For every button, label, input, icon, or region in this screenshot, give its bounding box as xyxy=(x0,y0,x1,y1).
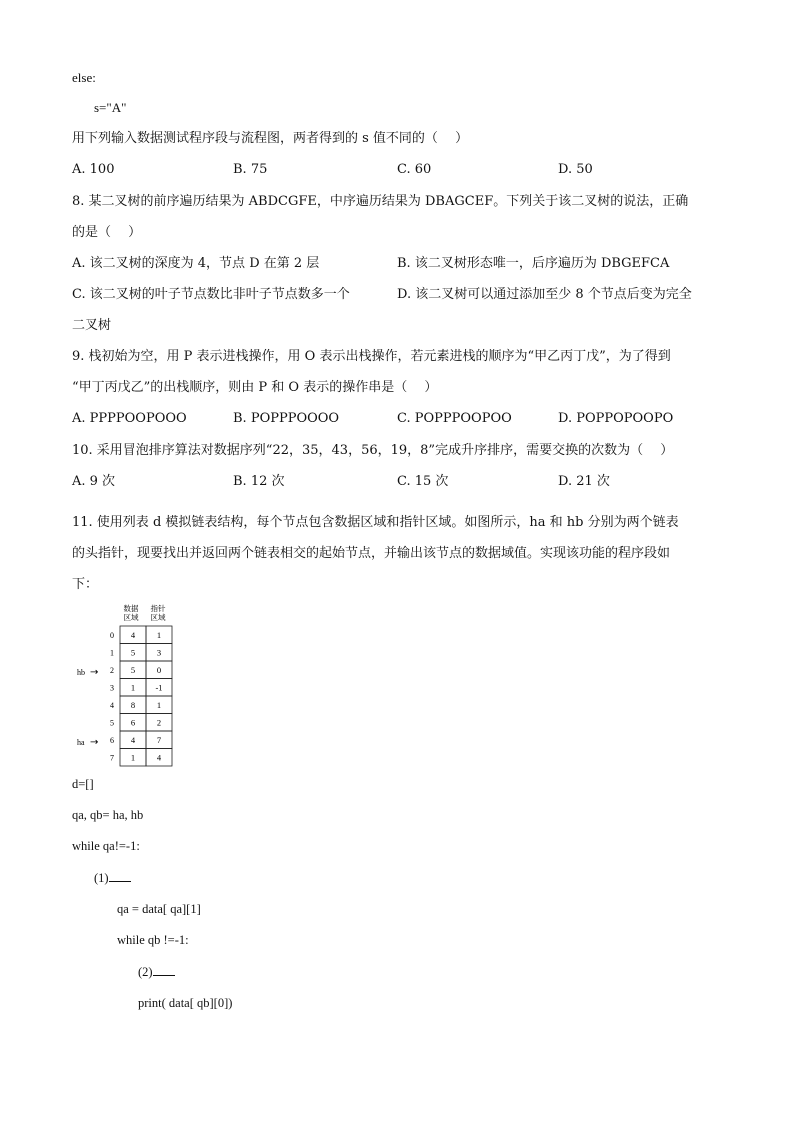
linked-list-figure xyxy=(72,600,192,770)
q11-stem-line1: 11. 使用列表 d 模拟链表结构，每个节点包含数据区域和指针区域。如图所示，ha 和 hb 分别为两个链表 xyxy=(72,515,679,530)
col-data-header-1: 数据 xyxy=(123,604,139,613)
q9-option-a: A. PPPPOOPOOO xyxy=(72,411,187,426)
q8-option-d-line1: D. 该二叉树可以通过添加至少 8 个节点后变为完全 xyxy=(397,287,692,302)
q10-option-a: A. 9 次 xyxy=(72,474,116,489)
blank-1-label: (1) xyxy=(94,871,109,885)
ha-label: ha xyxy=(77,738,85,747)
q8-stem-line2: 的是（ ） xyxy=(72,225,142,240)
q7-stem: 用下列输入数据测试程序段与流程图，两者得到的 s 值不同的（ ） xyxy=(72,131,469,146)
q8-option-b: B. 该二叉树形态唯一，后序遍历为 DBGEFCA xyxy=(397,256,670,271)
data-value: 8 xyxy=(130,700,136,710)
ptr-value: 1 xyxy=(156,700,162,710)
blank-2-label: (2) xyxy=(138,965,153,979)
row-index: 4 xyxy=(110,701,114,710)
q8-option-d-line2: 二叉树 xyxy=(72,318,112,333)
q8-stem-line1: 8. 某二叉树的前序遍历结果为 ABDCGFE，中序遍历结果为 DBAGCEF。下列关于该二叉树的说法，正确 xyxy=(72,194,689,209)
code-assign-line: s="A" xyxy=(94,100,127,115)
ptr-value: 1 xyxy=(156,630,162,640)
q9-option-b: B. POPPPOOOO xyxy=(233,411,340,426)
code-line-1: d=[] xyxy=(72,777,94,791)
data-value: 1 xyxy=(130,752,136,763)
q10-stem: 10. 采用冒泡排序算法对数据序列“22，35，43，56，19，8”完成升序排序，需要交换的次数为（ ） xyxy=(72,443,674,458)
data-value: 5 xyxy=(130,665,136,675)
data-value: 4 xyxy=(130,630,136,640)
q10-option-c: C. 15 次 xyxy=(397,474,449,489)
col-ptr-header-2: 区域 xyxy=(150,613,166,622)
q7-option-d: D. 50 xyxy=(558,162,593,177)
hb-arrow-icon: → xyxy=(90,667,99,678)
code-else-line: else: xyxy=(72,70,96,85)
blank-2-underline xyxy=(153,965,175,976)
hb-label: hb xyxy=(77,668,85,677)
q7-option-a: A. 100 xyxy=(72,162,115,177)
q9-stem-line2: “甲丁丙戊乙”的出栈顺序，则由 P 和 O 表示的操作串是（ ） xyxy=(72,380,438,395)
data-value: 6 xyxy=(130,717,136,728)
code-line-3: while qa!=-1: xyxy=(72,839,140,853)
row-index: 5 xyxy=(110,718,114,728)
q10-option-b: B. 12 次 xyxy=(233,474,285,489)
row-index: 2 xyxy=(110,666,114,675)
ha-arrow-icon: → xyxy=(90,737,99,748)
q9-option-c: C. POPPPOOPOO xyxy=(397,411,512,426)
row-index: 7 xyxy=(110,753,114,763)
code-line-5: qa = data[ qa][1] xyxy=(117,902,201,916)
blank-1-underline xyxy=(109,871,131,882)
data-value: 1 xyxy=(130,682,136,693)
ptr-value: -1 xyxy=(155,682,163,693)
row-index: 3 xyxy=(110,683,114,693)
q8-option-c: C. 该二叉树的叶子节点数比非叶子节点数多一个 xyxy=(72,287,350,302)
data-value: 4 xyxy=(130,735,136,745)
code-line-6: while qb !=-1: xyxy=(117,933,189,947)
q11-stem-line3: 下： xyxy=(72,577,99,592)
q9-stem-line1: 9. 栈初始为空，用 P 表示进栈操作，用 O 表示出栈操作，若元素进栈的顺序为“甲乙丙丁戊”，为了得到 xyxy=(72,349,671,364)
col-ptr-header-1: 指针 xyxy=(150,604,166,613)
row-index: 1 xyxy=(110,648,114,658)
q8-option-a: A. 该二叉树的深度为 4，节点 D 在第 2 层 xyxy=(72,256,320,271)
ptr-value: 3 xyxy=(156,647,162,658)
q11-stem-line2: 的头指针，现要找出并返回两个链表相交的起始节点，并输出该节点的数据域值。实现该功能的程序段如 xyxy=(72,546,671,561)
ptr-value: 2 xyxy=(156,717,162,728)
ptr-value: 0 xyxy=(156,665,162,675)
code-line-4 xyxy=(94,870,131,886)
col-data-header-2: 区域 xyxy=(123,613,139,622)
q9-option-d: D. POPPOPOOPO xyxy=(558,411,674,426)
code-line-2: qa, qb= ha, hb xyxy=(72,808,144,822)
row-index: 6 xyxy=(110,736,114,745)
code-line-7 xyxy=(138,964,175,980)
code-line-8: print( data[ qb][0]) xyxy=(138,996,233,1010)
q7-option-b: B. 75 xyxy=(233,162,268,177)
data-value: 5 xyxy=(130,647,136,658)
ptr-value: 7 xyxy=(156,735,162,745)
q7-option-c: C. 60 xyxy=(397,162,432,177)
ptr-value: 4 xyxy=(156,752,162,763)
q10-option-d: D. 21 次 xyxy=(558,474,610,489)
row-index: 0 xyxy=(110,631,114,640)
